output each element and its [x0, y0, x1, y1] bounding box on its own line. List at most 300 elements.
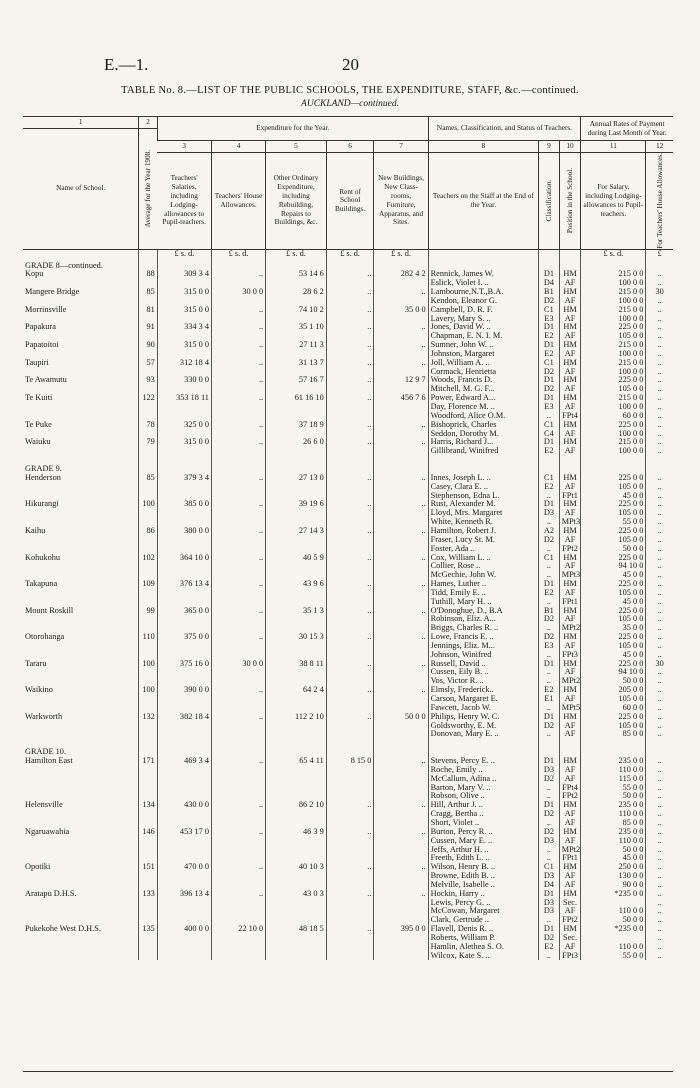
rent: .. [326, 421, 374, 430]
classification: D1 [539, 270, 560, 279]
teacher-row [23, 819, 673, 828]
teacher-row [23, 916, 673, 925]
new-buildings: .. [374, 438, 428, 447]
salary-rate: 105 0 0 [581, 509, 646, 518]
classification: D2 [539, 828, 560, 837]
position: AF [559, 943, 581, 952]
salary-rate: 105 0 0 [581, 642, 646, 651]
teachers-salaries: 453 17 0 [157, 828, 211, 837]
salary-rate: 215 0 0 [581, 394, 646, 403]
classification: .. [539, 545, 560, 554]
classification: .. [539, 730, 560, 739]
position: MPt3 [559, 571, 581, 580]
teacher-name: Rennick, James W. [428, 270, 538, 279]
classification: E2 [539, 943, 560, 952]
average-attendance: 110 [139, 633, 157, 642]
classification: D2 [539, 297, 560, 306]
teacher-name: Eslick, Violet I. .. [428, 279, 538, 288]
classification: C1 [539, 474, 560, 483]
position: HM [559, 863, 581, 872]
teacher-row [23, 730, 673, 739]
house-rate: .. [646, 651, 673, 660]
classification: D3 [539, 907, 560, 916]
teachers-salaries: 470 0 0 [157, 863, 211, 872]
classification: .. [539, 518, 560, 527]
position: AF [559, 403, 581, 412]
teacher-name: Rust, Alexander M. [428, 500, 538, 509]
other-expenditure: 112 2 10 [266, 713, 327, 722]
school-row [23, 828, 673, 837]
salary-rate: 110 0 0 [581, 907, 646, 916]
teachers-salaries: 365 0 0 [157, 607, 211, 616]
new-buildings: 50 0 0 [374, 713, 428, 722]
position: FPt2 [559, 545, 581, 554]
position: FPt1 [559, 492, 581, 501]
teacher-name: Melville, Isabelle .. [428, 881, 538, 890]
house-rate: .. [646, 642, 673, 651]
house-rate: .. [646, 819, 673, 828]
position: MPt3 [559, 518, 581, 527]
teacher-name: Hames, Luther .. [428, 580, 538, 589]
new-buildings: .. [374, 890, 428, 899]
teacher-row [23, 315, 673, 324]
average-attendance: 122 [139, 394, 157, 403]
classification: C1 [539, 421, 560, 430]
classification: E3 [539, 642, 560, 651]
col-number: 11 [581, 141, 646, 153]
house-rate: .. [646, 589, 673, 598]
classification: .. [539, 624, 560, 633]
salary-rate: 50 0 0 [581, 846, 646, 855]
teachers-salaries: 375 16 0 [157, 660, 211, 669]
average-attendance: 100 [139, 500, 157, 509]
teachers-salaries: 334 3 4 [157, 323, 211, 332]
salary-rate: 250 0 0 [581, 863, 646, 872]
new-buildings: .. [374, 500, 428, 509]
position: AF [559, 722, 581, 731]
house-rate: .. [646, 403, 673, 412]
salary-rate: 225 0 0 [581, 474, 646, 483]
salary-rate: 115 0 0 [581, 775, 646, 784]
classification: D2 [539, 536, 560, 545]
house-rate: .. [646, 686, 673, 695]
other-expenditure: 27 13 0 [266, 474, 327, 483]
col-number: 3 [157, 141, 211, 153]
position: FPt2 [559, 792, 581, 801]
average-attendance: 88 [139, 270, 157, 279]
classification: D2 [539, 615, 560, 624]
position: AF [559, 668, 581, 677]
new-buildings: 282 4 2 [374, 270, 428, 279]
average-attendance: 100 [139, 660, 157, 669]
house-rate: .. [646, 872, 673, 881]
house-allowances: .. [211, 270, 265, 279]
position: HM [559, 500, 581, 509]
rent: .. [326, 801, 374, 810]
teachers-salaries: 315 0 0 [157, 341, 211, 350]
salary-rate: 50 0 0 [581, 677, 646, 686]
school-row [23, 421, 673, 430]
new-buildings: 456 7 6 [374, 394, 428, 403]
teacher-row [23, 872, 673, 881]
classification: D1 [539, 890, 560, 899]
rent: .. [326, 474, 374, 483]
rent: .. [326, 376, 374, 385]
classification: .. [539, 704, 560, 713]
teachers-salaries: 469 3 4 [157, 757, 211, 766]
rent: .. [326, 359, 374, 368]
house-rate: .. [646, 359, 673, 368]
salary-rate: 85 0 0 [581, 819, 646, 828]
school-row [23, 474, 673, 483]
grade-heading: GRADE 9. [25, 464, 62, 474]
school-name: Mangere Bridge [25, 288, 80, 297]
house-rate: .. [646, 846, 673, 855]
house-rate-header [646, 153, 673, 250]
teacher-name: Roberts, William P. [428, 934, 538, 943]
money-units-row [23, 249, 673, 258]
position: HM [559, 607, 581, 616]
classification: E2 [539, 589, 560, 598]
teachers-salaries: 375 0 0 [157, 633, 211, 642]
position: HM [559, 288, 581, 297]
document-reference: E.—1. [104, 55, 149, 74]
house-rate: .. [646, 332, 673, 341]
salary-rate: 225 0 0 [581, 580, 646, 589]
classification: .. [539, 412, 560, 421]
teacher-name: Lowe, Francis E. .. [428, 633, 538, 642]
money-units: £ s. d. [374, 249, 428, 258]
salary-rate: 100 0 0 [581, 297, 646, 306]
school-row [23, 376, 673, 385]
teacher-name: Casey, Clara E. .. [428, 483, 538, 492]
house-rate: .. [646, 828, 673, 837]
teacher-row [23, 430, 673, 439]
position: AF [559, 730, 581, 739]
position: MPt2 [559, 846, 581, 855]
rent: .. [326, 270, 374, 279]
new-buildings: .. [374, 580, 428, 589]
teacher-row [23, 297, 673, 306]
classification: D2 [539, 633, 560, 642]
classification: B1 [539, 288, 560, 297]
classification: D3 [539, 872, 560, 881]
teacher-name: Donovan, Mary E. .. [428, 730, 538, 739]
salary-rate: 85 0 0 [581, 730, 646, 739]
new-buildings: .. [374, 288, 428, 297]
salary-rate: 100 0 0 [581, 430, 646, 439]
teachers-salaries: 315 0 0 [157, 306, 211, 315]
salary-rate: 225 0 0 [581, 713, 646, 722]
house-rate: .. [646, 412, 673, 421]
school-row [23, 359, 673, 368]
house-rate: .. [646, 668, 673, 677]
other-expenditure: 38 8 11 [266, 660, 327, 669]
school-name: Aratapu D.H.S. [25, 889, 77, 898]
average-attendance: 90 [139, 341, 157, 350]
house-rate: 30 [646, 660, 673, 669]
teacher-row [23, 943, 673, 952]
teacher-name: Stevens, Percy E. .. [428, 757, 538, 766]
school-row [23, 713, 673, 722]
position: HM [559, 438, 581, 447]
salary-rate: 205 0 0 [581, 686, 646, 695]
school-row [23, 500, 673, 509]
house-allowances: .. [211, 474, 265, 483]
teacher-row [23, 562, 673, 571]
house-rate: .. [646, 925, 673, 934]
position: AF [559, 872, 581, 881]
names-status-header: Names, Classification, and Status of Teachers. [428, 117, 581, 141]
house-rate: .. [646, 562, 673, 571]
teacher-name: Hamilton, Robert J. [428, 527, 538, 536]
average-attendance: 79 [139, 438, 157, 447]
position: HM [559, 660, 581, 669]
classification: D1 [539, 580, 560, 589]
classification: E2 [539, 483, 560, 492]
teacher-row [23, 677, 673, 686]
salary-rate: 100 0 0 [581, 368, 646, 377]
teacher-row [23, 483, 673, 492]
rent: .. [326, 500, 374, 509]
position: HM [559, 925, 581, 934]
classification: D2 [539, 368, 560, 377]
salary-rate: 100 0 0 [581, 279, 646, 288]
position: AF [559, 907, 581, 916]
position: AF [559, 615, 581, 624]
page-header [0, 55, 700, 75]
school-row [23, 341, 673, 350]
annual-rates-header: Annual Rates of Payment during Last Month of Year. [581, 117, 673, 141]
house-rate: .. [646, 704, 673, 713]
new-buildings: .. [374, 607, 428, 616]
rent: .. [326, 527, 374, 536]
new-buildings: .. [374, 863, 428, 872]
teacher-row [23, 545, 673, 554]
position: FPt2 [559, 916, 581, 925]
grade-heading: GRADE 10. [25, 747, 67, 757]
money-units: £ s. d. [581, 249, 646, 258]
other-expenditure: 30 15 3 [266, 633, 327, 642]
school-name: Te Awamutu [25, 376, 67, 385]
teacher-name: Philips, Henry W. C. [428, 713, 538, 722]
house-rate: .. [646, 730, 673, 739]
col-number: 9 [539, 141, 560, 153]
position: HM [559, 270, 581, 279]
salary-rate: 225 0 0 [581, 633, 646, 642]
average-attendance: 99 [139, 607, 157, 616]
house-rate: .. [646, 580, 673, 589]
other-expenditure: 46 3 9 [266, 828, 327, 837]
position: HM [559, 890, 581, 899]
other-expenditure: 57 16 7 [266, 376, 327, 385]
teacher-row [23, 589, 673, 598]
teacher-name: Vos, Victor R. .. [428, 677, 538, 686]
house-rate: .. [646, 492, 673, 501]
teacher-name: Jones, David W. .. [428, 323, 538, 332]
teacher-row [23, 766, 673, 775]
classification: E2 [539, 447, 560, 456]
salary-rate: 45 0 0 [581, 651, 646, 660]
salary-rate: 225 0 0 [581, 607, 646, 616]
teacher-name: McCowan, Margaret [428, 907, 538, 916]
school-row [23, 607, 673, 616]
teacher-row [23, 350, 673, 359]
other-expenditure: 64 2 4 [266, 686, 327, 695]
house-allowances: .. [211, 863, 265, 872]
house-allowances: .. [211, 757, 265, 766]
salary-rate [581, 934, 646, 943]
new-buildings: 12 9 7 [374, 376, 428, 385]
salary-rate: 225 0 0 [581, 660, 646, 669]
school-name: Kohukohu [25, 553, 61, 562]
new-buildings: .. [374, 757, 428, 766]
position: FPt4 [559, 784, 581, 793]
col-number: 10 [559, 141, 581, 153]
school-name: Warkworth [25, 712, 63, 721]
school-name: Pukekohe West D.H.S. [25, 925, 101, 934]
house-rate: .. [646, 713, 673, 722]
rent: .. [326, 288, 374, 297]
position: Sec. [559, 899, 581, 908]
teacher-name: Carson, Margaret E. [428, 695, 538, 704]
classification-header [539, 153, 560, 250]
classification: .. [539, 846, 560, 855]
rent: .. [326, 863, 374, 872]
teachers-salaries: 390 0 0 [157, 686, 211, 695]
school-row [23, 580, 673, 589]
col-number: 6 [326, 141, 374, 153]
position: AF [559, 881, 581, 890]
rent: .. [326, 580, 374, 589]
teacher-row [23, 722, 673, 731]
classification: .. [539, 952, 560, 961]
house-allowances: .. [211, 828, 265, 837]
salary-rate: 100 0 0 [581, 350, 646, 359]
house-rate: .. [646, 615, 673, 624]
teacher-row [23, 536, 673, 545]
house-rate: .. [646, 500, 673, 509]
teacher-name: Lambourne,N.T.,B.A. [428, 288, 538, 297]
teacher-name: Roche, Emily .. [428, 766, 538, 775]
school-name: Te Puke [25, 420, 52, 429]
house-rate: .. [646, 943, 673, 952]
teacher-row [23, 881, 673, 890]
classification: D2 [539, 934, 560, 943]
position: MPt5 [559, 704, 581, 713]
expenditure-header: Expenditure for the Year. [157, 117, 428, 141]
schools-table [23, 116, 673, 960]
classification: D1 [539, 394, 560, 403]
classification: D4 [539, 881, 560, 890]
teacher-name: Lloyd, Mrs. Margaret [428, 509, 538, 518]
school-row [23, 270, 673, 279]
position: HM [559, 757, 581, 766]
classification: D3 [539, 766, 560, 775]
house-allowances-header: Teachers' House Allowances. [211, 153, 265, 250]
salary-rate: 90 0 0 [581, 881, 646, 890]
classification: D3 [539, 509, 560, 518]
average-attendance: 132 [139, 713, 157, 722]
house-rate: .. [646, 624, 673, 633]
position: FPt1 [559, 854, 581, 863]
teacher-row [23, 854, 673, 863]
salary-rate: 110 0 0 [581, 766, 646, 775]
house-allowances: 30 0 0 [211, 288, 265, 297]
position: AF [559, 536, 581, 545]
classification: D1 [539, 757, 560, 766]
salary-rate: 225 0 0 [581, 323, 646, 332]
other-expenditure: 74 10 2 [266, 306, 327, 315]
money-units: £ [646, 249, 673, 258]
house-rate: .. [646, 350, 673, 359]
classification-header-text: Classification. [544, 180, 553, 222]
house-rate: .. [646, 890, 673, 899]
rent: .. [326, 607, 374, 616]
classification: .. [539, 784, 560, 793]
position-header-text: Position in the School. [566, 168, 575, 234]
teacher-row [23, 899, 673, 908]
teacher-name: Barton, Mary V. .. [428, 784, 538, 793]
teacher-row [23, 385, 673, 394]
teacher-name: Woods, Francis D. [428, 376, 538, 385]
classification: D1 [539, 801, 560, 810]
average-attendance: 102 [139, 554, 157, 563]
house-allowances: 22 10 0 [211, 925, 265, 934]
position: HM [559, 801, 581, 810]
house-rate: .. [646, 527, 673, 536]
rent: .. [326, 394, 374, 403]
teacher-row [23, 332, 673, 341]
teacher-name: Flavell, Denis R. .. [428, 925, 538, 934]
house-rate: .. [646, 766, 673, 775]
classification: E2 [539, 350, 560, 359]
position: AF [559, 837, 581, 846]
page-number: 20 [342, 55, 359, 74]
school-row [23, 438, 673, 447]
salary-rate: 215 0 0 [581, 288, 646, 297]
teacher-name: Harris, Richard J... [428, 438, 538, 447]
classification: E3 [539, 315, 560, 324]
col-number: 4 [211, 141, 265, 153]
classification: C4 [539, 430, 560, 439]
house-rate: .. [646, 483, 673, 492]
average-attendance: 171 [139, 757, 157, 766]
classification: .. [539, 562, 560, 571]
salary-rate: 225 0 0 [581, 554, 646, 563]
other-expenditure: 31 13 7 [266, 359, 327, 368]
average-attendance: 135 [139, 925, 157, 934]
new-buildings: .. [374, 323, 428, 332]
school-row [23, 306, 673, 315]
house-rate: .. [646, 270, 673, 279]
position: AF [559, 695, 581, 704]
school-name: Ngaruawahia [25, 827, 70, 836]
rent: .. [326, 554, 374, 563]
teacher-row [23, 784, 673, 793]
position: AF [559, 589, 581, 598]
position: AF [559, 315, 581, 324]
teacher-name: O'Donoghue, D., B.A [428, 607, 538, 616]
teacher-row [23, 403, 673, 412]
classification: D1 [539, 323, 560, 332]
classification: B1 [539, 607, 560, 616]
grade-heading: GRADE 8—continued. [25, 260, 103, 270]
teacher-name: Goldsworthy, E. M. [428, 722, 538, 731]
house-rate: .. [646, 952, 673, 961]
table-subcaption: AUCKLAND—continued. [301, 99, 399, 109]
teacher-row [23, 907, 673, 916]
